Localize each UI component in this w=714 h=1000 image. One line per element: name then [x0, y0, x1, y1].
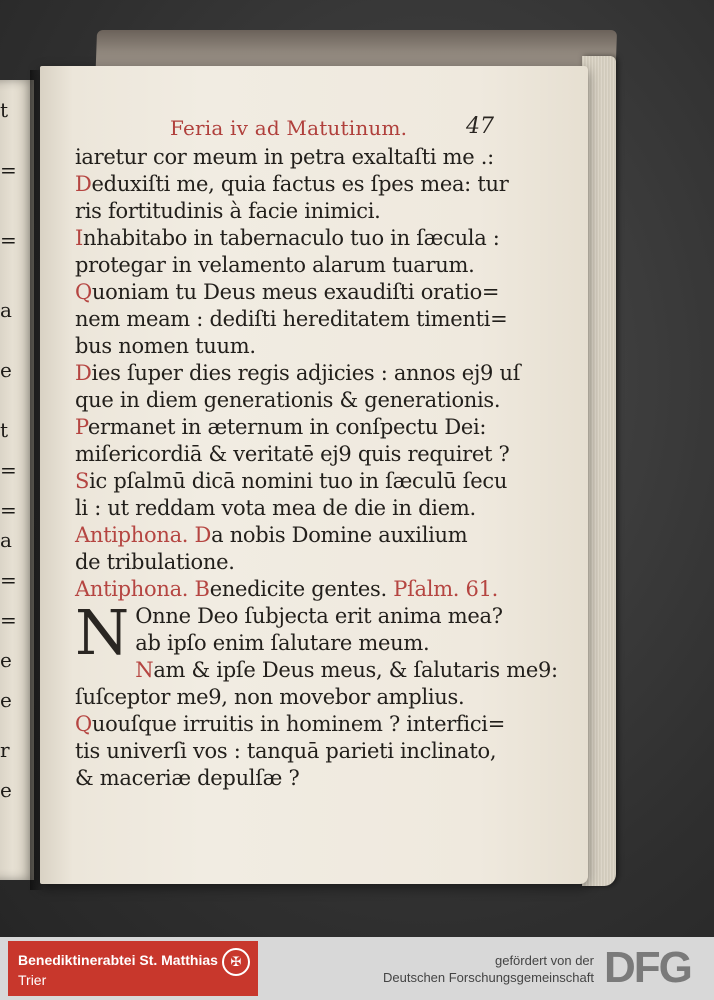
rubric-text: Q: [75, 712, 92, 736]
text-segment: nem meam : dediſti hereditatem timenti=: [75, 307, 508, 331]
funding-line-1: gefördert von der: [494, 953, 594, 968]
body-text: [75, 144, 558, 792]
funding-line-2: Deutschen Forschungsgemeinschaft: [382, 970, 594, 985]
facing-page-char: e: [0, 688, 12, 712]
psalm-opening: [75, 596, 515, 669]
text-segment: a nobis Domine auxilium: [211, 523, 468, 547]
rubric-text: S: [75, 469, 90, 493]
rubric-text: Antiphona. B: [75, 577, 210, 601]
text-segment: ris fortitudinis à facie inimici.: [75, 199, 381, 223]
facing-page-char: a: [0, 528, 12, 552]
page-number: 47: [466, 114, 494, 139]
text-segment: eduxiſti me, quia factus es ſpes mea: tur: [91, 172, 509, 196]
rubric-text: N: [135, 658, 154, 682]
text-line: [75, 468, 515, 495]
text-line: [75, 279, 515, 306]
text-line: [75, 306, 515, 333]
text-segment: & maceriæ depulſæ ?: [75, 766, 300, 790]
rubric-text: D: [75, 361, 92, 385]
funding-note: [383, 952, 594, 986]
text-segment: bus nomen tuum.: [75, 334, 256, 358]
facing-page-char: =: [0, 458, 17, 482]
text-segment: de tribulatione.: [75, 550, 235, 574]
facing-page-char: e: [0, 648, 12, 672]
running-header: [170, 116, 510, 144]
text-line: [75, 576, 515, 603]
facing-page-char: =: [0, 228, 17, 252]
text-line: [75, 495, 515, 522]
text-segment: uoniam tu Deus meus exaudiſti oratio=: [91, 280, 500, 304]
facing-page-char: =: [0, 158, 17, 182]
text-line: ab ipſo enim ſalutare meum.: [135, 631, 430, 655]
text-segment: am & ipſe Deus meus, & ſalutaris me9:: [153, 658, 558, 682]
text-segment: protegar in velamento alarum tuarum.: [75, 253, 475, 277]
text-segment: nhabitabo in tabernaculo tuo in ſæcula :: [83, 226, 500, 250]
text-segment: iaretur cor meum in petra exaltaſti me .:: [75, 145, 494, 169]
facing-page-char: t: [0, 418, 9, 442]
text-line: [75, 684, 515, 711]
text-segment: ermanet in æternum in conſpectu Dei:: [87, 415, 487, 439]
text-line: [75, 360, 521, 387]
institution-badge[interactable]: [8, 941, 258, 996]
institution-name: Benediktinerabtei St. Matthias: [18, 952, 218, 968]
header-title: Feria iv ad Matutinum.: [170, 116, 408, 140]
text-line: [75, 225, 515, 252]
text-line: [75, 657, 558, 684]
text-segment: ic pſalmū dicā nomini tuo in ſæculū ſecu: [89, 469, 508, 493]
footer-bar: [0, 937, 714, 1000]
rubric-text: D: [75, 172, 92, 196]
facing-page-char: r: [0, 738, 10, 762]
text-line: [75, 522, 515, 549]
drop-cap: N: [75, 596, 130, 669]
text-line: [75, 549, 515, 576]
facing-page-char: =: [0, 568, 17, 592]
rubric-text: P: [75, 415, 88, 439]
facing-page-char: =: [0, 608, 17, 632]
text-segment: tis univerſi vos : tanquā parieti inclinato,: [75, 739, 497, 763]
rubric-text: Antiphona. D: [75, 523, 212, 547]
facing-page-char: t: [0, 98, 9, 122]
rubric-text: I: [75, 226, 83, 250]
facing-page-char: e: [0, 778, 12, 802]
text-segment: ies ſuper dies regis adjicies : annos ej9 uſ: [91, 361, 521, 385]
text-line: [75, 711, 515, 738]
text-segment: enedicite gentes.: [209, 577, 394, 601]
text-segment: que in diem generationis & generationis.: [75, 388, 501, 412]
text-line: [75, 414, 515, 441]
text-segment: li : ut reddam vota mea de die in diem.: [75, 496, 476, 520]
abbey-emblem-icon: ✠: [222, 948, 250, 976]
text-line: [75, 333, 515, 360]
text-line: [75, 387, 515, 414]
text-line: [75, 252, 515, 279]
facing-page-char: =: [0, 498, 17, 522]
text-line: [75, 198, 515, 225]
rubric-text: Pſalm. 61.: [393, 577, 499, 601]
text-segment: uouſque irruitis in hominem ? interfici=: [91, 712, 505, 736]
text-line: [75, 765, 515, 792]
facing-page-char: e: [0, 358, 12, 382]
text-line: [75, 441, 515, 468]
text-line: [75, 171, 515, 198]
facing-page-fragment: [0, 80, 34, 880]
institution-city: Trier: [18, 972, 47, 988]
text-line: [75, 144, 515, 171]
text-line: Onne Deo ſubjecta erit anima mea?: [135, 604, 503, 628]
rubric-text: Q: [75, 280, 92, 304]
dfg-logo[interactable]: DFG: [604, 943, 691, 992]
text-segment: miſericordiā & veritatē ej9 quis requiret ?: [75, 442, 510, 466]
facing-page-char: a: [0, 298, 12, 322]
text-line: [75, 738, 515, 765]
text-segment: ſuſceptor me9, non movebor amplius.: [75, 685, 465, 709]
